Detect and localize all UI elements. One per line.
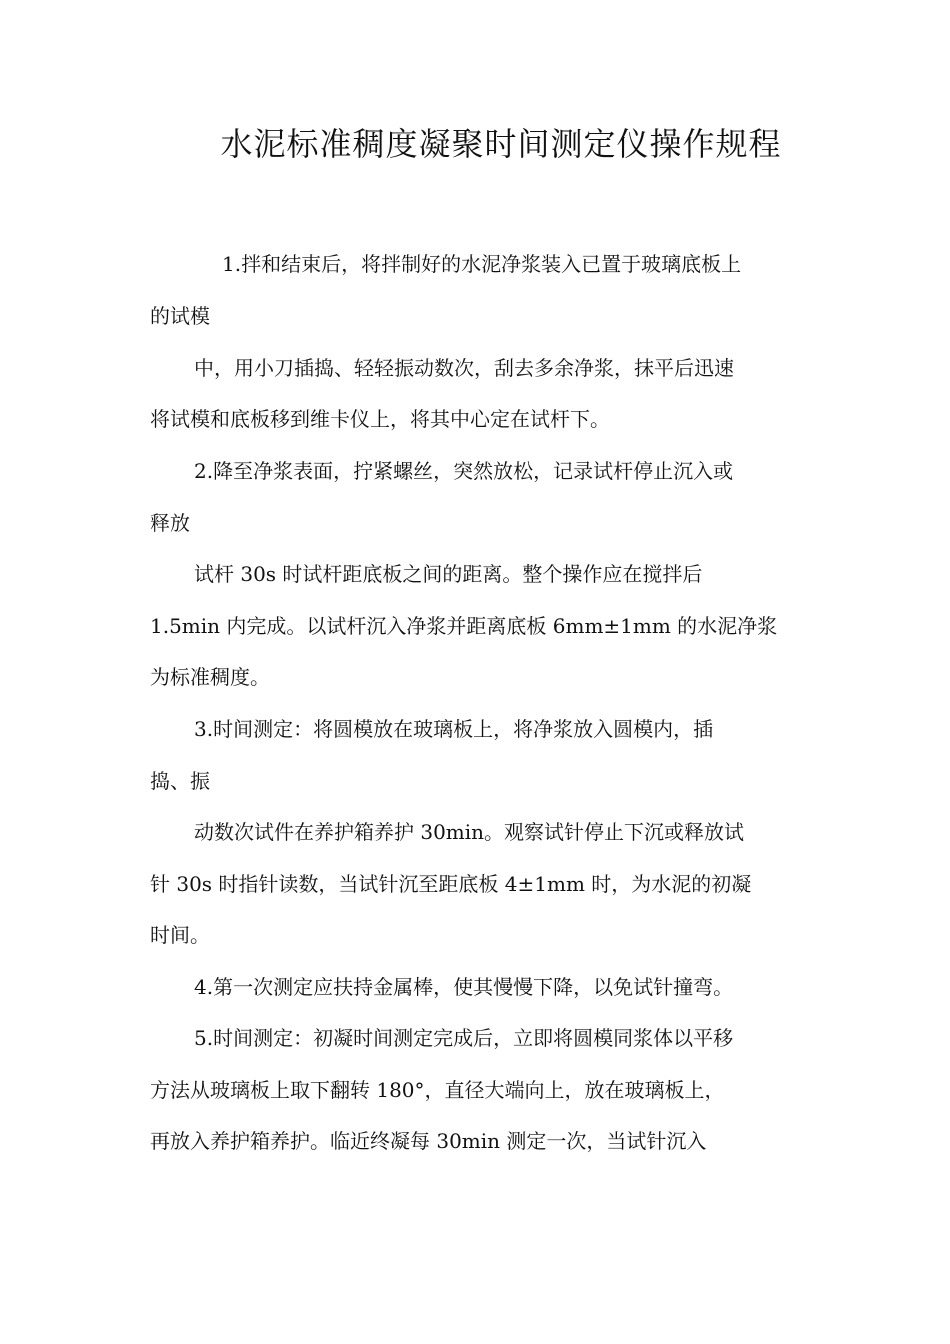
- text-line: 4.第一次测定应扶持金属棒，使其慢慢下降，以免试针撞弯。: [194, 975, 734, 999]
- text-line: 3.时间测定：将圆模放在玻璃板上，将净浆放入圆模内，插: [194, 717, 714, 741]
- document-title: 水泥标准稠度凝聚时间测定仪操作规程: [220, 125, 782, 163]
- text-line: 的试模: [150, 304, 210, 328]
- text-line: 时间。: [150, 923, 210, 947]
- text-line: 方法从玻璃板上取下翻转 180°，直径大端向上，放在玻璃板上，: [150, 1078, 725, 1102]
- text-line: 试杆 30s 时试杆距底板之间的距离。整个操作应在搅拌后: [194, 562, 703, 586]
- text-line: 中，用小刀插捣、轻轻振动数次，刮去多余净浆，抹平后迅速: [194, 356, 734, 380]
- text-line: 将试模和底板移到维卡仪上，将其中心定在试杆下。: [150, 407, 610, 431]
- text-line: 为标准稠度。: [150, 665, 270, 689]
- text-line: 再放入养护箱养护。临近终凝每 30min 测定一次，当试针沉入: [150, 1129, 707, 1153]
- text-line: 1.拌和结束后，将拌制好的水泥净浆装入已置于玻璃底板上: [222, 252, 742, 276]
- text-line: 释放: [150, 511, 190, 535]
- text-line: 捣、振: [150, 769, 210, 793]
- text-line: 2.降至净浆表面，拧紧螺丝，突然放松，记录试杆停止沉入或: [194, 459, 734, 483]
- text-line: 5.时间测定：初凝时间测定完成后，立即将圆模同浆体以平移: [194, 1026, 734, 1050]
- text-line: 动数次试件在养护箱养护 30min。观察试针停止下沉或释放试: [194, 820, 745, 844]
- text-line: 针 30s 时指针读数，当试针沉至距底板 4±1mm 时，为水泥的初凝: [150, 872, 752, 896]
- text-line: 1.5min 内完成。以试杆沉入净浆并距离底板 6mm±1mm 的水泥净浆: [150, 614, 778, 638]
